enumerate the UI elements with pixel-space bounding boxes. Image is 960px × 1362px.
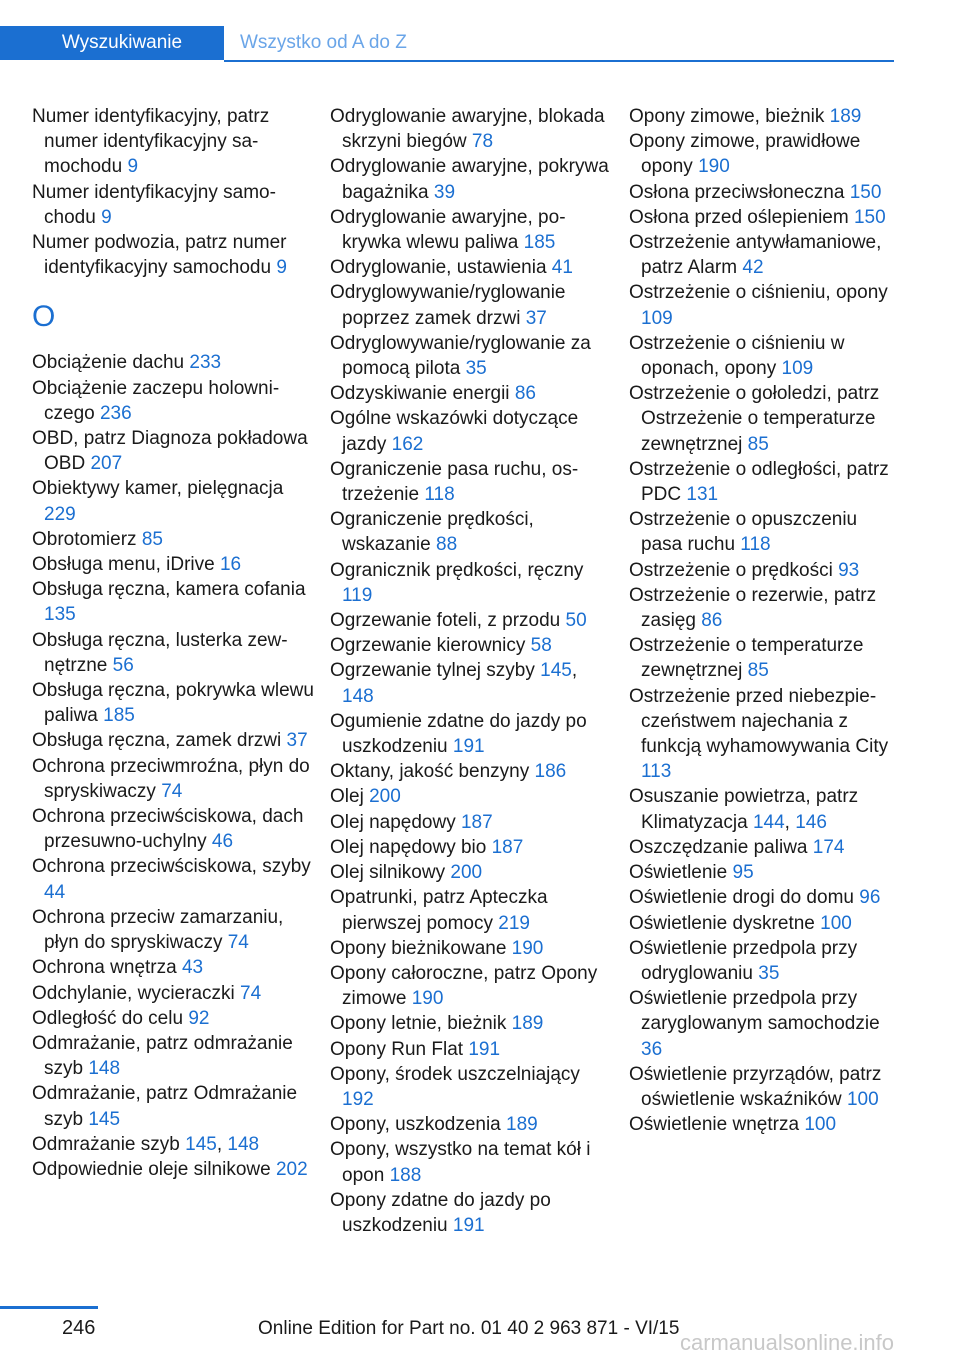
index-entry: Osuszanie powietrza, patrz Klimatyzacja 144, 146 <box>629 786 859 833</box>
page-reference-link[interactable]: 236 <box>99 402 132 424</box>
page-reference-link[interactable]: 50 <box>565 610 587 632</box>
index-entry <box>330 835 614 860</box>
index-entry <box>629 583 899 633</box>
page-reference-link[interactable]: 100 <box>820 912 852 934</box>
page-reference-link[interactable]: 150 <box>853 206 886 228</box>
page-reference-link[interactable]: 118 <box>424 484 455 506</box>
index-term: Oświetlenie wnętrza <box>629 1114 800 1136</box>
index-term: Opony zdatne do jazdy po uszkodzeniu <box>330 1189 551 1236</box>
watermark: carmanualsonline.info <box>680 1330 895 1355</box>
page-reference-link[interactable]: 96 <box>859 887 881 909</box>
index-term: Oświetlenie <box>629 862 728 884</box>
index-term: Opony, wszystko na temat kół i opon <box>330 1139 591 1186</box>
index-term: Ogranicznik prędkości, ręczny <box>330 559 584 581</box>
page-reference-link[interactable]: 58 <box>530 635 552 657</box>
index-term: Odzyskiwanie energii <box>330 383 510 405</box>
index-term: Opony, uszkodzenia <box>330 1114 501 1136</box>
index-entry <box>629 835 899 860</box>
index-entry <box>629 911 899 936</box>
index-entry <box>330 810 614 835</box>
index-term: Oświetlenie drogi do domu <box>629 887 854 909</box>
index-entry <box>32 754 316 804</box>
index-entry <box>330 1037 614 1062</box>
index-entry <box>330 406 614 456</box>
index-entry <box>330 381 614 406</box>
index-entry <box>629 129 899 179</box>
index-entry <box>629 885 899 910</box>
page-reference-link[interactable]: 145 <box>88 1108 121 1130</box>
index-term: Osuszanie powietrza, patrz Klimatyzacja <box>629 786 859 833</box>
page-header <box>0 26 894 62</box>
page-reference-link[interactable]: 187 <box>460 811 493 833</box>
index-entry <box>32 180 316 230</box>
page-reference-link[interactable]: 191 <box>452 1214 485 1236</box>
page-reference-link[interactable]: 35 <box>758 962 780 984</box>
page-reference-link[interactable]: 144 <box>752 811 785 833</box>
index-entry <box>629 986 899 1062</box>
page-reference-link[interactable]: 148 <box>88 1058 121 1080</box>
page-reference-link[interactable]: 74 <box>240 982 262 1004</box>
page-reference-link[interactable]: 191 <box>468 1038 501 1060</box>
index-entry <box>629 1112 899 1137</box>
index-term: Obiektywy kamer, pielęgnacja <box>32 478 284 500</box>
index-entry <box>32 955 316 980</box>
page-reference-link[interactable]: 185 <box>103 705 135 727</box>
index-entry <box>32 230 316 280</box>
page-reference-link[interactable]: 202 <box>275 1158 308 1180</box>
index-letter-heading: O <box>32 300 56 334</box>
index-term: Obsługa ręczna, pokrywka wlewu paliwa <box>32 680 314 727</box>
index-entry <box>629 633 899 683</box>
index-entry <box>330 104 614 154</box>
page-number-rule <box>0 1306 98 1309</box>
index-entry <box>330 936 614 961</box>
index-term: Olej napędowy bio <box>330 836 487 858</box>
index-term: Obrotomierz <box>32 528 137 550</box>
page-reference-link[interactable]: 229 <box>44 503 76 525</box>
page-reference-link[interactable]: 86 <box>701 610 723 632</box>
index-entry <box>629 936 899 986</box>
page-reference-link[interactable]: 42 <box>742 257 764 279</box>
page-reference-link[interactable]: 92 <box>188 1007 210 1029</box>
index-term: Oświetlenie przedpola przy zaryglowanym samochodzie <box>629 988 880 1035</box>
index-term: Ostrzeżenie antywłamaniowe, patrz Alarm <box>629 232 882 279</box>
index-entry <box>330 1112 614 1137</box>
page-reference-link[interactable]: 46 <box>211 831 234 853</box>
page-reference-link[interactable]: 78 <box>471 131 494 153</box>
page-reference-link[interactable]: 219 <box>498 912 530 934</box>
page-reference-link[interactable]: 207 <box>90 453 123 475</box>
page-reference-link[interactable]: 95 <box>732 862 754 884</box>
index-entry <box>330 1188 614 1238</box>
index-term: Ogrzewanie foteli, z przodu <box>330 610 561 632</box>
page-reference-link[interactable]: 85 <box>747 433 769 455</box>
page-reference-link[interactable]: 190 <box>411 988 444 1010</box>
index-term: Obsługa ręczna, lusterka zewnętrzne <box>32 629 288 676</box>
page-reference-link[interactable]: 191 <box>452 736 485 758</box>
page-reference-link[interactable]: 37 <box>525 307 547 329</box>
index-term: Numer podwozia, patrz numer identyfikacyjny samochodu <box>32 232 287 279</box>
index-term: Ostrzeżenie o rezerwie, patrz zasięg <box>629 584 877 632</box>
index-entry <box>32 1006 316 1031</box>
page-reference-link[interactable]: 190 <box>511 937 544 959</box>
index-term: Odryglowanie, ustawienia <box>330 257 547 279</box>
edition-text: Online Edition for Part no. 01 40 2 963 871 - VI/15 <box>258 1318 680 1339</box>
index-entry <box>32 1031 316 1081</box>
index-term: Opony zimowe, prawidłowe opony <box>629 131 861 178</box>
index-term: Numer identyfikacyjny samochodu <box>32 181 276 228</box>
index-entry <box>629 331 899 381</box>
index-entry <box>629 205 899 230</box>
page-reference-link[interactable]: 192 <box>342 1088 374 1110</box>
index-term: Numer identyfikacyjny, patrz numer identyfikacyjny samochodu <box>32 106 270 178</box>
page-reference-link[interactable]: 233 <box>189 352 222 374</box>
page-reference-link[interactable]: 185 <box>523 232 556 254</box>
index-entry <box>32 1081 316 1131</box>
index-entry <box>32 981 316 1006</box>
index-entry <box>330 280 614 330</box>
index-entry <box>330 759 614 784</box>
index-term: Opatrunki, patrz Apteczka pierwszej pomocy <box>330 887 548 934</box>
index-term: Ochrona przeciw zamarzaniu, płyn do spryskiwaczy <box>32 906 284 954</box>
index-entry <box>330 558 614 608</box>
page-reference-link[interactable]: 44 <box>44 881 66 903</box>
index-term: Oświetlenie przyrządów, patrz oświetlenie wskaźników <box>629 1063 882 1110</box>
index-entry <box>32 104 316 180</box>
page-reference-link[interactable]: 9 <box>127 156 139 178</box>
index-entry <box>32 376 316 426</box>
index-term: Obsługa ręczna, zamek drzwi <box>32 730 282 752</box>
index-term: Odryglowanie awaryjne, pokrywka wlewu paliwa <box>330 206 566 254</box>
page-reference-link[interactable]: 118 <box>740 534 771 556</box>
index-term: Ostrzeżenie o odległości, patrz PDC <box>629 458 889 506</box>
page-reference-link[interactable]: 9 <box>276 257 287 279</box>
index-term: Odryglowanie awaryjne, pokrywa bagażnika <box>330 156 609 203</box>
index-entry <box>330 205 614 255</box>
index-term: Opony letnie, bieżnik <box>330 1013 507 1035</box>
page-reference-link[interactable]: 109 <box>641 307 673 329</box>
index-term: Ostrzeżenie o gołoledzi, patrz Ostrzeżenie o temperaturze zewnętrznej <box>629 383 880 455</box>
index-term: Ochrona wnętrza <box>32 957 177 979</box>
page-reference-link[interactable]: 190 <box>698 156 730 178</box>
index-column-2 <box>330 104 614 1238</box>
index-entry <box>629 230 899 280</box>
index-entry <box>330 885 614 935</box>
index-term: Ostrzeżenie przed niebezpieczeństwem najechania z funkcją wyhamowywania City <box>629 685 889 758</box>
tab-wszystko-od-a-do-z[interactable]: Wszystko od A do Z <box>240 32 407 53</box>
index-entry <box>32 577 316 627</box>
index-entry <box>330 608 614 633</box>
page-reference-link[interactable]: 188 <box>389 1164 422 1186</box>
index-entry <box>330 709 614 759</box>
index-entry <box>629 180 899 205</box>
index-entry <box>330 457 614 507</box>
page-reference-link[interactable]: 148 <box>342 685 374 707</box>
page-reference-link[interactable]: 43 <box>181 957 204 979</box>
index-term: Osłona przed oślepieniem <box>629 206 849 228</box>
index-term: Oświetlenie dyskretne <box>629 912 815 934</box>
index-term: Odchylanie, wycieraczki <box>32 982 235 1004</box>
index-entry <box>32 854 316 904</box>
page-reference-link[interactable]: 16 <box>219 554 242 576</box>
index-term: Ostrzeżenie o opuszczeniu pasa ruchu <box>629 509 858 556</box>
index-entry <box>32 350 316 375</box>
index-term: Odmrażanie, patrz odmrażanie szyb <box>32 1032 293 1080</box>
index-entry <box>330 633 614 658</box>
page-reference-link[interactable]: 109 <box>781 358 814 380</box>
page-reference-link[interactable]: 36 <box>641 1038 663 1060</box>
index-entry <box>629 684 899 785</box>
index-term: Osłona przeciwsłoneczna <box>629 181 845 203</box>
page-reference-link[interactable]: 100 <box>804 1114 837 1136</box>
index-term: Opony zimowe, bieżnik <box>629 106 825 127</box>
index-entry <box>629 1062 899 1112</box>
index-term: Odmrażanie szyb <box>32 1133 180 1155</box>
index-term: Ostrzeżenie o ciśnieniu w oponach, opony <box>629 332 845 380</box>
index-term: Ogrzewanie tylnej szyby <box>330 660 535 682</box>
index-term: Odryglowanie awaryjne, blokada skrzyni biegów <box>330 106 605 153</box>
tab-wyszukiwanie[interactable]: Wyszukiwanie <box>0 26 224 60</box>
index-entry <box>32 728 316 753</box>
index-entry <box>330 1137 614 1187</box>
index-term: Odpowiednie oleje silnikowe <box>32 1158 271 1180</box>
page-reference-link[interactable]: 135 <box>44 604 76 626</box>
page-reference-link[interactable]: 100 <box>846 1088 879 1110</box>
index-term: Opony Run Flat <box>330 1038 464 1060</box>
page-reference-link[interactable]: 131 <box>686 484 719 506</box>
index-entry <box>330 255 614 280</box>
page-reference-link[interactable]: 145 <box>540 660 572 682</box>
index-term: OBD, patrz Diagnoza pokładowa OBD <box>32 428 308 475</box>
page-reference-link[interactable]: 186 <box>534 761 567 783</box>
page-reference-link[interactable]: 187 <box>491 836 524 858</box>
index-entry <box>32 804 316 854</box>
page-reference-link[interactable]: 37 <box>286 730 308 752</box>
header-divider <box>224 60 894 62</box>
index-term: Olej <box>330 786 364 808</box>
page-reference-link[interactable]: 85 <box>141 528 163 550</box>
index-entry: Odmrażanie szyb 145, 148 <box>32 1133 260 1155</box>
index-entry <box>629 280 899 330</box>
index-term: Olej silnikowy <box>330 862 446 884</box>
index-term: Obsługa menu, iDrive <box>32 554 215 576</box>
index-term: Odryglowywanie/ryglowanie poprzez zamek drzwi <box>330 282 566 329</box>
index-entry <box>32 527 316 552</box>
page-reference-link[interactable]: 74 <box>227 932 249 954</box>
page-reference-link[interactable]: 189 <box>829 106 862 127</box>
index-term: Ogólne wskazówki dotyczące jazdy <box>330 408 579 455</box>
index-entry <box>330 154 614 204</box>
index-column-3 <box>629 104 899 1137</box>
index-entry <box>330 961 614 1011</box>
index-entry <box>330 507 614 557</box>
index-entry <box>629 457 899 507</box>
page-reference-link[interactable]: 189 <box>511 1013 544 1035</box>
page-reference-link[interactable]: 74 <box>161 780 183 802</box>
index-entry <box>32 905 316 955</box>
index-entry <box>32 476 316 526</box>
page-reference-link[interactable]: 148 <box>227 1133 260 1155</box>
index-entry: Ogrzewanie tylnej szyby 145, 148 <box>330 660 578 707</box>
index-term: Oświetlenie przedpola przy odryglowaniu <box>629 937 858 984</box>
page-reference-link[interactable]: 189 <box>506 1114 538 1136</box>
index-entry <box>330 860 614 885</box>
page-reference-link[interactable]: 93 <box>838 559 860 581</box>
page-reference-link[interactable]: 9 <box>101 206 112 228</box>
index-term: Ochrona przeciwściskowa, szyby <box>32 856 311 878</box>
index-term: Ostrzeżenie o temperaturze zewnętrznej <box>629 635 864 682</box>
page-reference-link[interactable]: 35 <box>465 358 487 380</box>
index-entry <box>629 507 899 557</box>
index-term: Odryglowywanie/ryglowanie za pomocą pilota <box>330 332 591 380</box>
index-term: Opony całoroczne, patrz Opony zimowe <box>330 962 598 1010</box>
page-reference-link[interactable]: 150 <box>849 181 882 203</box>
index-entry <box>629 381 899 457</box>
index-term: Ochrona przeciwściskowa, dach przesuwno-uchylny <box>32 806 304 853</box>
page-reference-link[interactable]: 119 <box>342 584 373 606</box>
index-column-1 <box>32 104 316 1182</box>
page-reference-link[interactable]: 162 <box>391 433 424 455</box>
page-reference-link[interactable]: 86 <box>514 383 536 405</box>
page-reference-link[interactable]: 146 <box>795 811 827 833</box>
page-number: 246 <box>62 1317 96 1339</box>
index-term: Ogrzewanie kierownicy <box>330 635 526 657</box>
page-reference-link[interactable]: 39 <box>433 181 456 203</box>
index-term: Obciążenie zaczepu holowniczego <box>32 377 280 424</box>
index-term: Obciążenie dachu <box>32 352 185 374</box>
index-term: Opony bieżnikowane <box>330 937 507 959</box>
index-entry <box>629 860 899 885</box>
index-term: Oktany, jakość benzyny <box>330 761 530 783</box>
index-entry <box>330 1011 614 1036</box>
page-reference-link[interactable]: 145 <box>185 1133 217 1155</box>
index-entry <box>32 426 316 476</box>
page-reference-link[interactable]: 200 <box>450 862 483 884</box>
page-reference-link[interactable]: 113 <box>641 761 672 783</box>
page-reference-link[interactable]: 56 <box>112 654 134 676</box>
index-term: Ogumienie zdatne do jazdy po uszkodzeniu <box>330 710 587 758</box>
index-entry <box>629 558 899 583</box>
index-entry <box>330 784 614 809</box>
index-term: Obsługa ręczna, kamera cofania <box>32 579 306 601</box>
index-entry <box>330 1062 614 1112</box>
index-entry <box>629 104 899 129</box>
index-entry <box>32 678 316 728</box>
page-reference-link[interactable]: 41 <box>551 257 573 279</box>
index-entry <box>32 552 316 577</box>
index-term: Ostrzeżenie o prędkości <box>629 559 833 581</box>
index-term: Ograniczenie pasa ruchu, ostrzeżenie <box>330 458 579 506</box>
index-entry <box>330 331 614 381</box>
page-reference-link[interactable]: 88 <box>436 534 458 556</box>
index-entry <box>32 628 316 678</box>
index-term: Ostrzeżenie o ciśnieniu, opony <box>629 282 888 304</box>
page-reference-link[interactable]: 174 <box>812 836 845 858</box>
index-entry <box>32 1157 316 1182</box>
index-term: Odległość do celu <box>32 1007 184 1029</box>
page-reference-link[interactable]: 200 <box>369 786 401 808</box>
index-term: Odmrażanie, patrz Odmrażanie szyb <box>32 1083 298 1130</box>
index-term: Ochrona przeciwmroźna, płyn do spryskiwaczy <box>32 755 310 802</box>
page-reference-link[interactable]: 85 <box>747 660 769 682</box>
index-term: Oszczędzanie paliwa <box>629 836 808 858</box>
index-term: Olej napędowy <box>330 811 456 833</box>
index-term: Opony, środek uszczelniający <box>330 1063 580 1085</box>
index-term: Ograniczenie prędkości, wskazanie <box>330 509 534 556</box>
